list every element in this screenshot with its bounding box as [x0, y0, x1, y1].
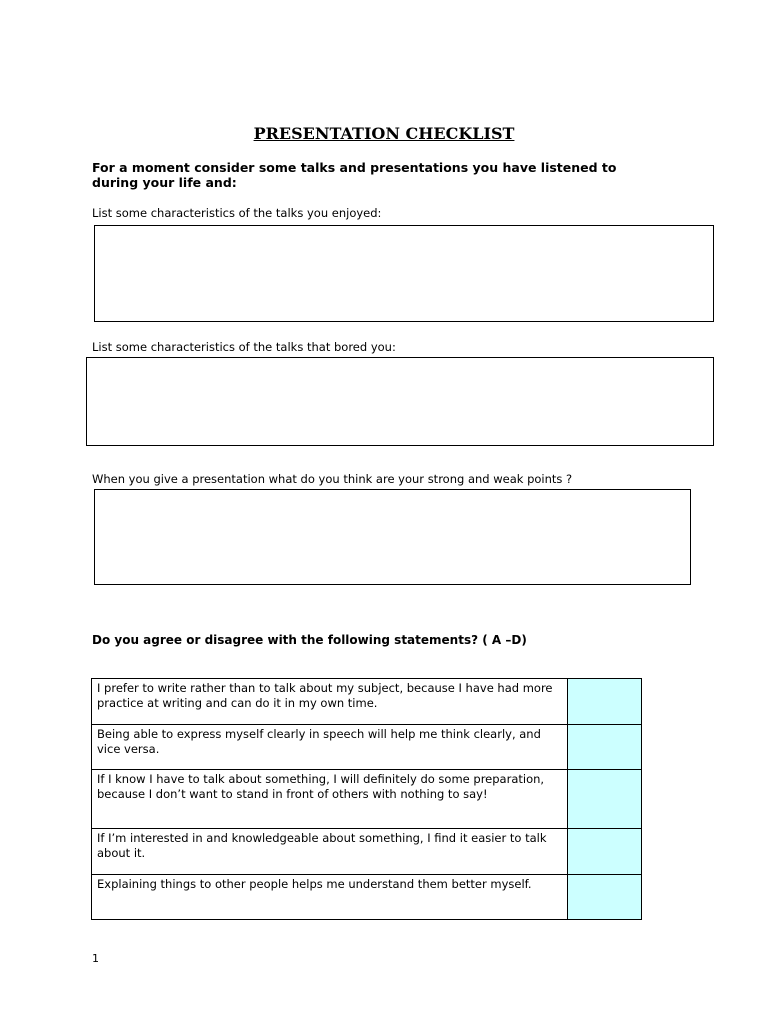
statement-text: If I’m interested in and knowledgeable about something, I find it easier to talk about it.	[92, 829, 568, 875]
statements-table	[91, 678, 642, 920]
response-cell[interactable]	[568, 770, 642, 829]
answer-box-strengths[interactable]	[94, 489, 691, 585]
prompt-bored-label: List some characteristics of the talks that bored you:	[92, 340, 396, 354]
document-title: PRESENTATION CHECKLIST	[253, 124, 515, 143]
statement-text: Explaining things to other people helps me understand them better myself.	[92, 875, 568, 920]
response-cell[interactable]	[568, 875, 642, 920]
statement-text: Being able to express myself clearly in speech will help me think clearly, and vice versa.	[92, 725, 568, 770]
response-cell[interactable]	[568, 829, 642, 875]
statement-row	[92, 875, 642, 920]
statement-row	[92, 725, 642, 770]
answer-box-enjoyed[interactable]	[94, 225, 714, 322]
statement-row	[92, 770, 642, 829]
prompt-strengths-label: When you give a presentation what do you think are your strong and weak points ?	[92, 472, 573, 486]
answer-box-bored[interactable]	[86, 357, 714, 446]
response-cell[interactable]	[568, 679, 642, 725]
agree-disagree-question: Do you agree or disagree with the following statements? ( A –D)	[92, 633, 527, 647]
statement-text: If I know I have to talk about something, I will definitely do some preparation, because I don’t want to stand in front of others with nothing to say!	[92, 770, 568, 829]
statement-text: I prefer to write rather than to talk about my subject, because I have had more practice at writing and can do it in my own time.	[92, 679, 568, 725]
statement-row	[92, 829, 642, 875]
intro-text: For a moment consider some talks and presentations you have listened to during your life and:	[92, 160, 617, 190]
response-cell[interactable]	[568, 725, 642, 770]
statement-row	[92, 679, 642, 725]
prompt-enjoyed-label: List some characteristics of the talks you enjoyed:	[92, 206, 382, 220]
page-number: 1	[92, 952, 99, 965]
